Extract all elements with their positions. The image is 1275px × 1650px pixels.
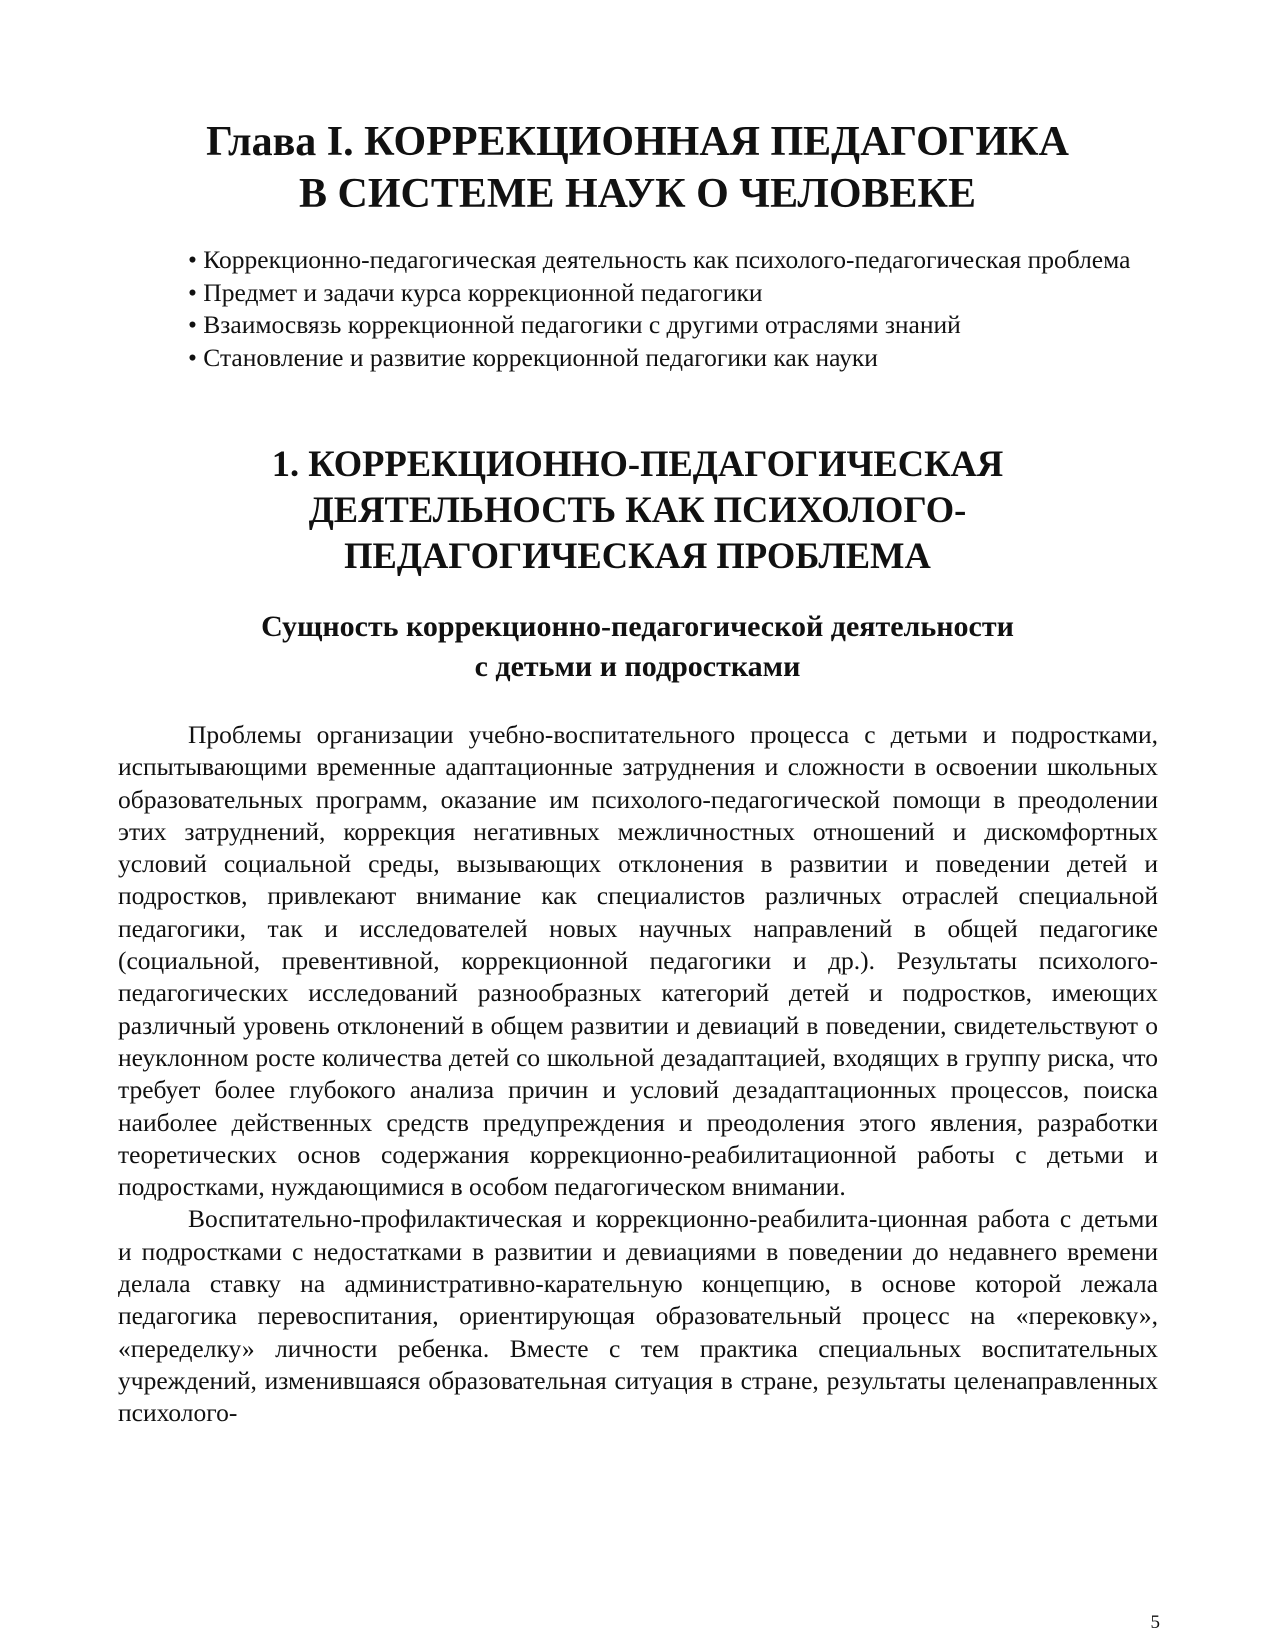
section-title-line-3: ПЕДАГОГИЧЕСКАЯ ПРОБЛЕМА [344, 535, 931, 576]
section-title [100, 441, 1175, 579]
chapter-title-line-1: Глава I. КОРРЕКЦИОННАЯ ПЕДАГОГИКА [206, 119, 1069, 165]
paragraph: Воспитательно-профилактическая и коррекционно-реабилита-ционная работа с детьми и подростками с недостатками в развитии и девиациями в поведении до недавнего времени делала ставку на административно-карательную концепцию, в основе которой лежала педагогика перевоспитания, ориентирующая образовательный процесс на «перековку», «переделку» личности ребенка. Вместе с тем практика специальных воспитательных учреждений, изменившаяся образовательная ситуация в стране, результаты целенаправленных психолого- [118, 1204, 1158, 1428]
paragraph: Проблемы организации учебно-воспитательного процесса с детьми и подростками, испытывающими временные адаптационные затруднения и сложности в освоении школьных образовательных программ, оказание им психолого-педагогической помощи в преодолении этих затруднений, коррекция негативных межличностных отношений и дискомфортных условий социальной среды, вызывающих отклонения в развитии и поведении детей и подростков, привлекают внимание как специалистов различных отраслей специальной педагогики, так и исследователей новых научных направлений в общей педагогике (социальной, превентивной, коррекционной педагогики и др.). Результаты психолого-педагогических исследований разнообразных категорий детей и подростков, имеющих различный уровень отклонений в общем развитии и девиаций в поведении, свидетельствуют о неуклонном росте количества детей со школьной дезадаптацией, входящих в группу риска, что требует более глубокого анализа причин и условий дезадаптационных процессов, поиска наиболее действенных средств предупреждения и преодоления этого явления, разработки теоретических основ содержания коррекционно-реабилитационной работы с детьми и подростками, нуждающимися в особом педагогическом внимании. [118, 720, 1158, 1202]
page-number: 5 [1150, 1612, 1160, 1633]
subsection-title-line-2: с детьми и подростками [474, 650, 801, 683]
outline-item: • Предмет и задачи курса коррекционной педагогики [188, 277, 763, 307]
outline-item: • Взаимосвязь коррекционной педагогики с другими отраслями знаний [188, 310, 961, 339]
section-title-line-2: ДЕЯТЕЛЬНОСТЬ КАК ПСИХОЛОГО- [308, 489, 967, 530]
outline-item: • Становление и развитие коррекционной педагогики как науки [188, 342, 878, 372]
subsection-title [100, 607, 1175, 687]
subsection-title-line-1: Сущность коррекционно-педагогической деятельности [261, 610, 1014, 643]
chapter-outline [118, 244, 1158, 374]
section-title-line-1: 1. КОРРЕКЦИОННО-ПЕДАГОГИЧЕСКАЯ [271, 443, 1004, 484]
chapter-title-line-2: В СИСТЕМЕ НАУК О ЧЕЛОВЕКЕ [298, 171, 977, 217]
outline-item: • Коррекционно-педагогическая деятельность как психолого-педагогическая проблема [188, 245, 1131, 274]
body-text [118, 719, 1158, 1430]
chapter-title [100, 116, 1175, 220]
